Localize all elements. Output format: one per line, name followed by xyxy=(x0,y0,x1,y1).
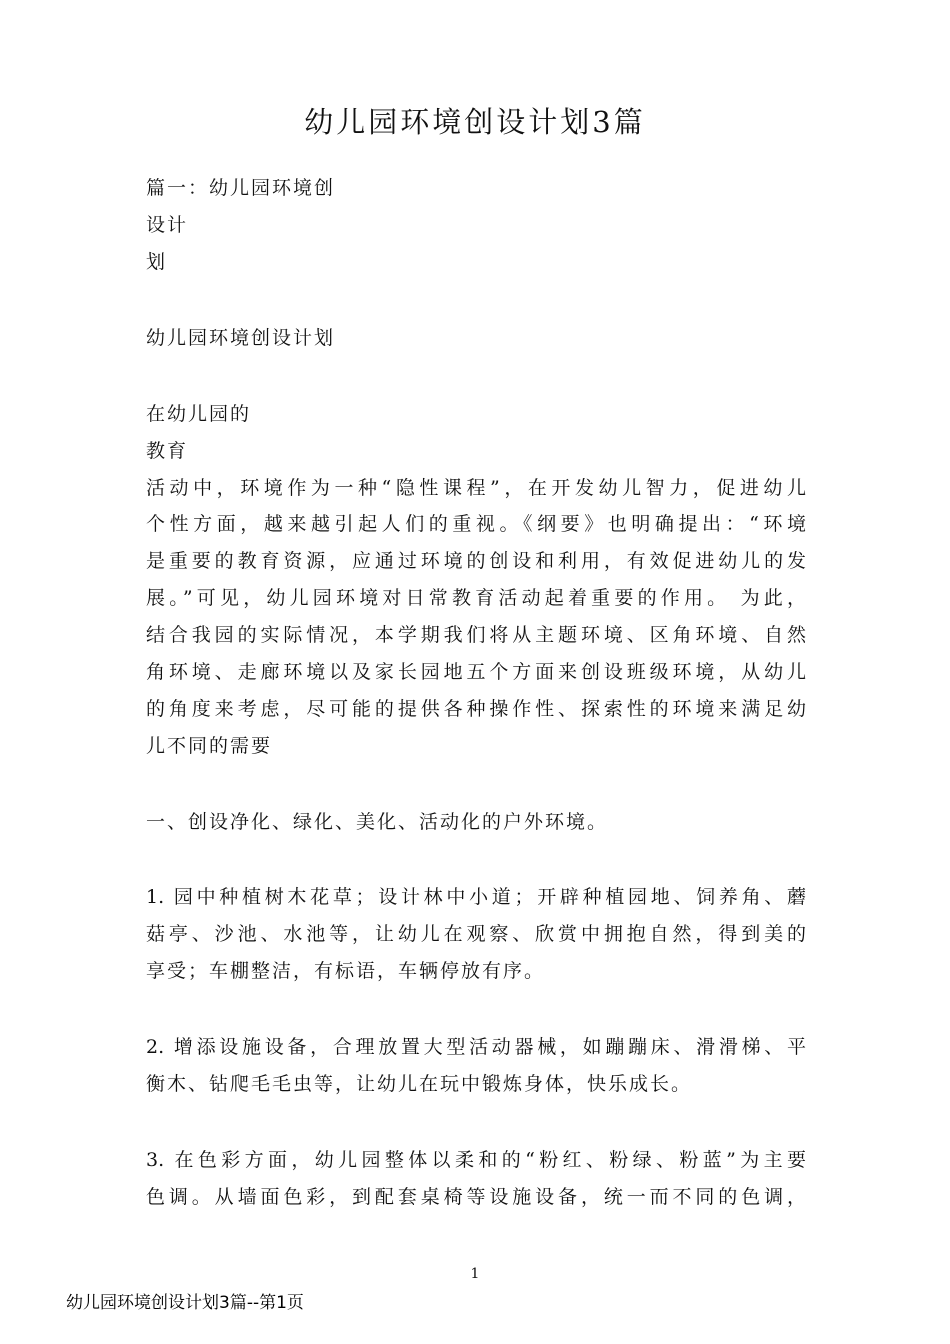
item-line: 享受；车棚整洁，有标语，车辆停放有序。 xyxy=(146,960,546,982)
item-line: 衡木、钻爬毛毛虫等，让幼儿在玩中锻炼身体，快乐成长。 xyxy=(146,1073,693,1095)
item-line: 1. 园中种植树木花草；设计林中小道；开辟种植园地、饲养角、蘑 xyxy=(146,886,806,908)
paragraph-line: 的角度来考虑，尽可能的提供各种操作性、探索性的环境来满足幼 xyxy=(146,698,806,720)
subtitle: 幼儿园环境创设计划 xyxy=(146,327,336,349)
part-heading-line-2: 设计 xyxy=(146,214,189,236)
paragraph-intro xyxy=(146,470,806,765)
list-item-2 xyxy=(146,1029,806,1103)
document-title: 幼儿园环境创设计划3篇 xyxy=(304,105,646,139)
page-number: 1 xyxy=(470,1266,480,1282)
intro-line-2: 教育 xyxy=(146,440,189,462)
list-item-1 xyxy=(146,879,806,990)
paragraph-line: 是重要的教育资源，应通过环境的创设和利用，有效促进幼儿的发 xyxy=(146,550,806,572)
list-item-3 xyxy=(146,1142,806,1216)
paragraph-line: 结合我园的实际情况，本学期我们将从主题环境、区角环境、自然 xyxy=(146,624,806,646)
item-line: 3. 在色彩方面，幼儿园整体以柔和的“粉红、粉绿、粉蓝”为主要 xyxy=(146,1149,806,1171)
part-heading-line-1: 篇一：幼儿园环境创 xyxy=(146,177,336,199)
section-heading: 一、创设净化、绿化、美化、活动化的户外环境。 xyxy=(146,811,609,833)
item-line: 菇亭、沙池、水池等，让幼儿在观察、欣赏中拥抱自然，得到美的 xyxy=(146,923,806,945)
item-line: 色调。从墙面色彩，到配套桌椅等设施设备，统一而不同的色调， xyxy=(146,1186,806,1208)
paragraph-line: 个性方面，越来越引起人们的重视。《纲要》也明确提出：“环境 xyxy=(146,513,806,535)
intro-line-1: 在幼儿园的 xyxy=(146,403,252,425)
paragraph-line: 展。”可见，幼儿园环境对日常教育活动起着重要的作用。 为此， xyxy=(146,587,806,609)
paragraph-line: 角环境、走廊环境以及家长园地五个方面来创设班级环境，从幼儿 xyxy=(146,661,806,683)
item-line: 2. 增添设施设备，合理放置大型活动器械，如蹦蹦床、滑滑梯、平 xyxy=(146,1036,806,1058)
paragraph-line: 儿不同的需要 xyxy=(146,735,273,757)
page-footer: 幼儿园环境创设计划3篇--第1页 xyxy=(66,1293,304,1313)
part-heading-line-3: 划 xyxy=(146,251,168,273)
document-body xyxy=(146,170,806,1216)
paragraph-line: 活动中，环境作为一种“隐性课程”，在开发幼儿智力，促进幼儿 xyxy=(146,477,806,499)
